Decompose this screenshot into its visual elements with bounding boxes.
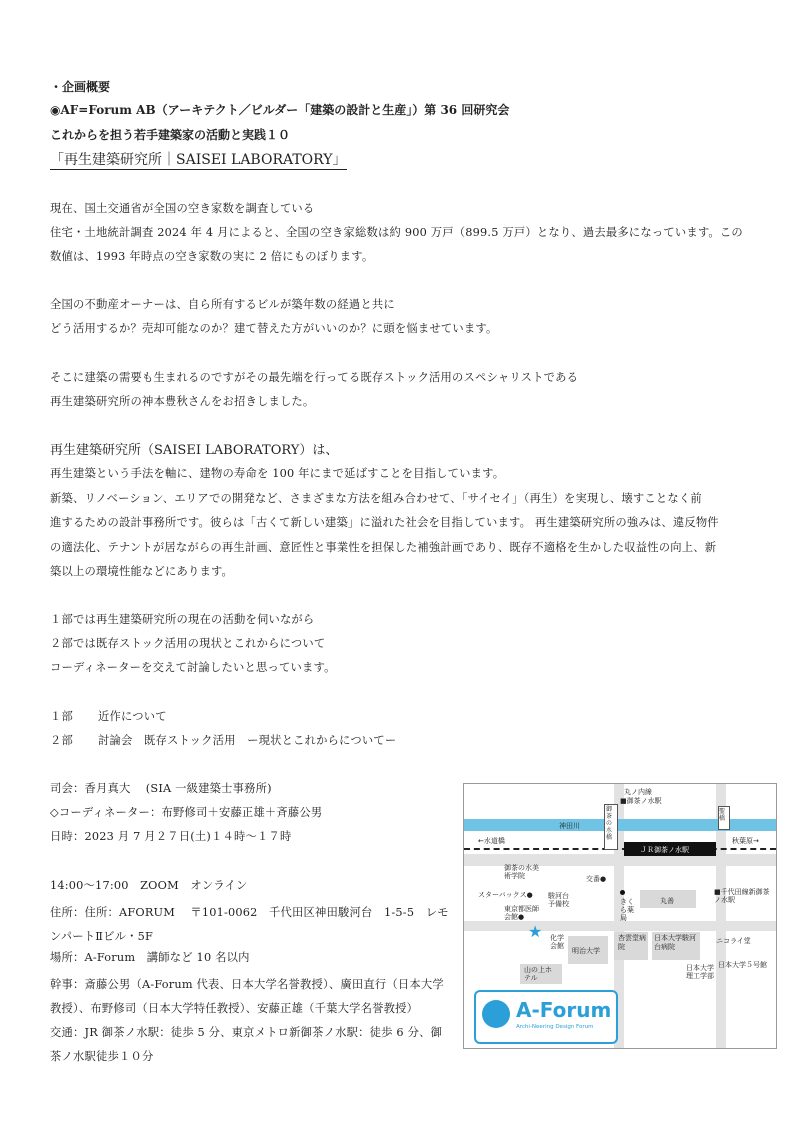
access-map: [463, 783, 777, 1049]
specialist-line-2: 再生建築研究所の神本豊秋さんをお招きしました。: [50, 395, 315, 408]
map-label-meiji-univ: 明治大学: [572, 947, 600, 955]
map-label-ochanomizu-sub: ■御茶ノ水駅: [620, 797, 662, 805]
map-label-chiyoda-line: ■千代田線新御茶ノ水駅: [714, 888, 770, 904]
program-part-1-label: １部: [50, 710, 73, 723]
access: 交通：JR 御茶ノ水駅：徒歩 5 分、東京メトロ新御茶ノ水駅：徒歩 6 分、御茶ノ水駅徒歩１０分: [50, 1026, 443, 1063]
about-line-2: 新築、リノベーション、エリアでの開発など、さまざまな方法を組み合わせて、「サイセイ」（再生）を実現し、壊すことなく前: [50, 492, 702, 505]
map-label-sundai-yobi: 駿河台予備校: [548, 892, 569, 908]
map-label-jr-station: ＪＲ御茶ノ水駅: [640, 846, 689, 854]
map-label-marunouchi: 丸ノ内線: [624, 788, 652, 796]
a-forum-logo-icon: [482, 1000, 510, 1028]
map-label-nikolai: ニコライ堂: [716, 937, 751, 945]
intro-line-3: 数値は、1993 年時点の空き家数の実に 2 倍にものぼります。: [50, 250, 374, 263]
map-label-suidobashi: ←水道橋: [478, 837, 505, 845]
map-dot-sakura: [620, 890, 625, 895]
map-label-maruzen: 丸善: [660, 897, 674, 905]
map-label-kyorin: 杏雲堂病院: [618, 934, 646, 951]
about-title: 再生建築研究所（SAISEI LABORATORY）は、: [50, 443, 339, 458]
map-label-tokyo-ika: 東京都医師会館●: [504, 905, 539, 921]
map-label-ochanomizu-bashi: 御茶の水橋: [606, 806, 613, 841]
map-label-nihon-eng: 日本大学理工学部: [686, 964, 714, 980]
address: 住所：住所：AFORUM 〒101-0062 千代田区神田駿河台 1-5-5 レモンパートⅡビル・5F: [50, 906, 449, 943]
time-format: 14:00～17:00 ZOOM オンライン: [50, 879, 248, 892]
series-heading: ◉AF=Forum AB（アーキテクト／ビルダー「建築の設計と生産」）第 36 回研究会: [50, 103, 510, 117]
logo-text: A-Forum: [516, 998, 612, 1022]
map-label-sakura: きくら薬局: [620, 898, 634, 922]
map-label-nihon-hosp: 日本大学駿河台病院: [654, 934, 696, 951]
a-forum-location-star-icon: ★: [528, 922, 543, 941]
guest-title: 「再生建築研究所｜SAISEI LABORATORY」: [50, 149, 347, 170]
subtitle-heading: これからを担う若手建築家の活動と実践１０: [50, 128, 291, 142]
owners-line-1: 全国の不動産オーナーは、自ら所有するビルが築年数の経過と共に: [50, 298, 395, 311]
logo-subtext: Archi-Neering Design Forum: [516, 1024, 594, 1030]
organizers: 幹事：斎藤公男（A-Forum 代表、日本大学名誉教授）、廣田直行（日本大学教授）、布野修司（日本大学特任教授）、安藤正雄（千葉大学名誉教授）: [50, 978, 444, 1015]
map-label-yamanoue: 山の上ホテル: [524, 966, 552, 982]
map-label-koban: 交番●: [586, 875, 607, 883]
datetime: 日時：2023 月 7 月２７日(土)１４時～１７時: [50, 830, 292, 843]
a-forum-logo: [474, 990, 618, 1044]
map-label-chemistry-hall: 化学会館: [550, 934, 564, 950]
map-label-starbucks: スターバックス●: [478, 891, 533, 899]
map-label-hijiri-bashi: 聖橋: [719, 808, 726, 822]
about-line-5: 築以上の環境性能などにあります。: [50, 565, 234, 578]
about-line-1: 再生建築という手法を軸に、建物の寿命を 100 年にまで延ばすことを目指しています。: [50, 467, 505, 480]
program-part-1-content: 近作について: [98, 710, 167, 723]
intro-line-1: 現在、国土交通省が全国の空き家数を調査している: [50, 202, 315, 215]
parts-intro-2: ２部では既存ストック活用の現状とこれからについて: [50, 637, 326, 650]
intro-line-2: 住宅・土地統計調査 2024 年 4 月によると、全国の空き家総数は約 900 万戸（899.5 万戸）となり、過去最多になっています。この: [50, 226, 743, 239]
program-part-2-label: ２部: [50, 734, 73, 747]
owners-line-2: どう活用するか？売却可能なのか？建て替えた方がいいのか？に頭を悩ませています。: [50, 322, 498, 335]
map-label-museum: 御茶の水美術学院: [504, 864, 539, 880]
overview-heading: ・企画概要: [50, 80, 111, 94]
about-line-3: 進するための設計事務所です。彼らは「古くて新しい建築」に溢れた社会を目指しています。 再生建築研究所の強みは、違反物件: [50, 516, 719, 529]
program-part-2-content: 討論会 既存ストック活用 ー現状とこれからについてー: [98, 734, 397, 747]
parts-intro-1: １部では再生建築研究所の現在の活動を伺いながら: [50, 613, 315, 626]
coordinator: ◇コーディネーター：布野修司＋安藤正雄＋斉藤公男: [50, 806, 323, 819]
about-line-4: の適法化、テナントが居ながらの再生計画、意匠性と事業性を担保した補強計画であり、既存不適格を生かした収益性の向上、新: [50, 541, 717, 554]
specialist-line-1: そこに建築の需要も生まれるのですがその最先端を行ってる既存ストック活用のスペシャリストである: [50, 371, 579, 384]
venue: 場所：A-Forum 講師など 10 名以内: [50, 951, 250, 964]
map-label-kanda-river: 神田川: [559, 822, 580, 830]
map-label-akihabara: 秋葉原→: [732, 837, 759, 845]
moderator: 司会：香月真大 (SIA 一級建築士事務所): [50, 782, 272, 795]
parts-intro-3: コーディネーターを交えて討論したいと思っています。: [50, 661, 336, 674]
map-rail-line: [464, 848, 776, 850]
map-label-nihon-5: 日本大学５号館: [718, 961, 767, 969]
